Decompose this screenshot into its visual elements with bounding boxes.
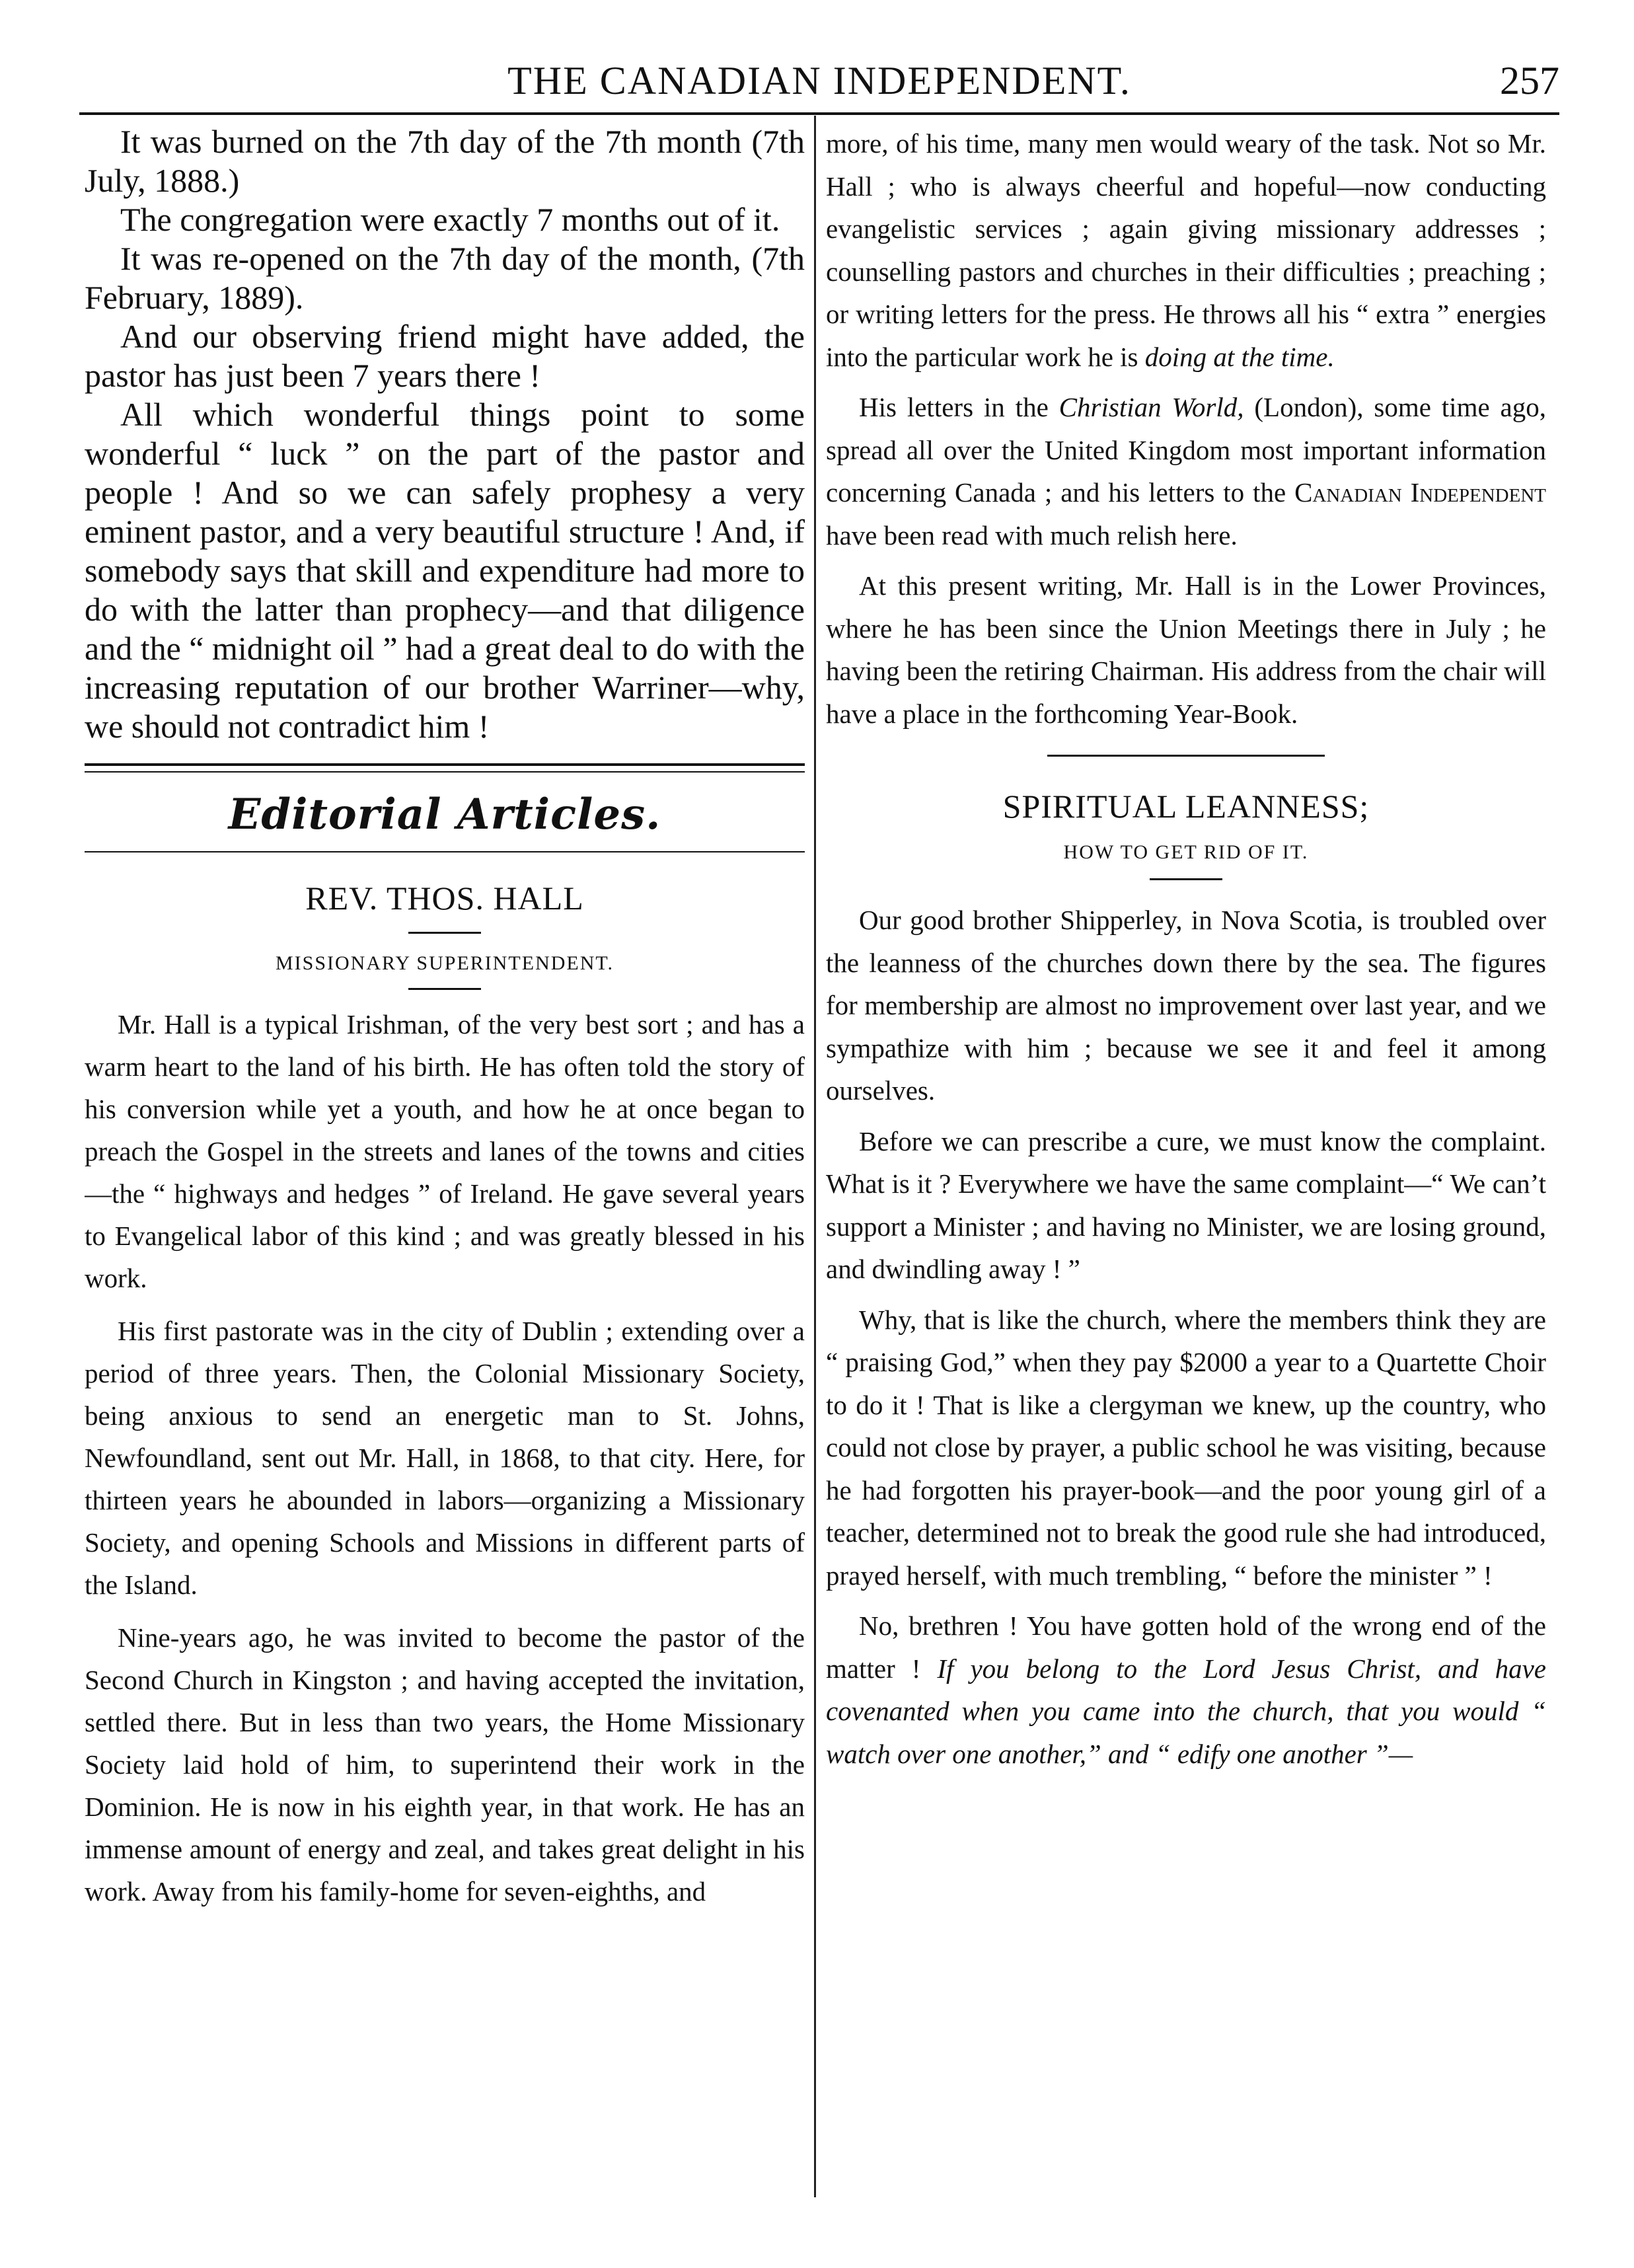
journal-title: THE CANADIAN INDEPENDENT. — [507, 59, 1131, 102]
present-paragraph: At this present writing, Mr. Hall is in the Lower Provinces, where he has been since the Union Meetings there in July ; he having been the retiring Chairman. His address from the chair will have a place in the forthcoming Year-Book. — [826, 570, 1546, 729]
right-column — [826, 122, 1546, 2211]
column-divider — [814, 116, 816, 2197]
continuation-text: more, of his time, many men would weary of the task. Not so Mr. Hall ; who is always cheerful and hopeful—now conducting evangelistic services ; again giving missionary addresses ; counselling pastors and churches in their difficulties ; preaching ; or writing letters for the press. He throws all his “ extra ” energies into the particular work he is — [826, 128, 1546, 372]
article2-paragraph: Why, that is like the church, where the members think they are “ praising God,” when they pay $2000 a year to a Quartette Choir to do it ! That is like a clergyman we knew, up the country, who could not close by prayer, a public school he was visiting, because he had forgotten his prayer-book—and the poor young girl of a teacher, determined not to break the good rule she had introduced, prayed herself, with much trembling, “ before the minister ” ! — [826, 1304, 1546, 1591]
article2-paragraph — [826, 1605, 1546, 1775]
header-rule — [79, 112, 1559, 115]
title-rule — [408, 932, 481, 934]
section-rule — [85, 851, 805, 852]
intro-paragraph: All which wonderful things point to some wonderful “ luck ” on the part of the pastor and people ! And so we can safely prophesy a very eminent pastor, and a very beautiful structure ! And, if somebody says that skill and expenditure had more to do with the latter than prophecy—and that diligence and the “ midnight oil ” had a great deal to do with the increasing reputation of our brother Warriner—why, we should not contradict him ! — [85, 396, 805, 745]
section-heading: Editorial Articles. — [228, 790, 661, 839]
letters-text: (London), some time ago, spread all over the United Kingdom most important information concerning Canada ; and his letters to the — [826, 392, 1546, 508]
running-header — [79, 58, 1559, 111]
intro-paragraph: It was burned on the 7th day of the 7th month (7th July, 1888.) — [85, 123, 805, 199]
intro-paragraph: And our observing friend might have added, the pastor has just been 7 years there ! — [85, 318, 805, 394]
intro-block — [85, 122, 805, 746]
letters-text: have been read with much relish here. — [826, 519, 1238, 550]
section-double-rule — [85, 763, 805, 773]
continuation-emphasis: doing at the time. — [1144, 341, 1335, 372]
letters-text: His letters in the — [859, 392, 1059, 422]
letters-paragraph — [826, 386, 1546, 556]
article-paragraph: Nine-years ago, he was invited to become the pastor of the Second Church in Kingston ; and having accepted the invitation, settled there. But in less than two years, the Home Missionary Society laid hold of him, to superintend their work in the Dominion. He is now in his eighth year, in that work. He has an immense amount of energy and zeal, and takes great delight in his work. Away from his family-home for seven-eighths, and — [85, 1622, 805, 1907]
subtitle-rule — [408, 988, 481, 990]
subtitle-rule — [1150, 878, 1222, 880]
article2-title: SPIRITUAL LEANNESS; — [1002, 788, 1370, 825]
intro-paragraph: It was re-opened on the 7th day of the month, (7th February, 1889). — [85, 240, 805, 316]
newspaper-name: Christian World, — [1058, 392, 1244, 422]
article2-paragraph: Our good brother Shipperley, in Nova Scotia, is troubled over the leanness of the churches down there by the sea. The figures for membership are almost no improvement over last year, and we sympathize with him ; because we see it and feel it among ourselves. — [826, 905, 1546, 1106]
article-paragraph: His first pastorate was in the city of Dublin ; extending over a period of three years. Then, the Colonial Missionary Society, being anxious to send an energetic man to St. Johns, Newfoundland, sent out Mr. Hall, in 1868, to that city. Here, for thirteen years he abounded in labors—organizing a Missionary Society, and opening Schools and Missions in different parts of the Island. — [85, 1316, 805, 1600]
article-paragraph: Mr. Hall is a typical Irishman, of the very best sort ; and has a warm heart to the land of his birth. He has often told the story of his conversion while yet a youth, and how he at once began to preach the Gospel in the streets and lanes of the towns and cities—the “ highways and hedges ” of Ireland. He gave several years to Evangelical labor of this kind ; and was greatly blessed in his work. — [85, 1009, 805, 1293]
final-text: No, brethren ! You have gotten hold of the wrong end of the matter ! — [826, 1610, 1546, 1684]
article2-subtitle: HOW TO GET RID OF IT. — [1063, 841, 1309, 863]
page-number: 257 — [1500, 59, 1559, 102]
intro-paragraph: The congregation were exactly 7 months out of it. — [120, 201, 780, 238]
article2-paragraph: Before we can prescribe a cure, we must know the complaint. What is it ? Everywhere we have the same complaint—“ We can’t support a Minister ; and having no Minister, we are losing ground, and dwindling away ! ” — [826, 1125, 1546, 1284]
journal-name: Canadian Independent — [1294, 477, 1546, 508]
article2-body — [826, 899, 1546, 1775]
article-separator — [1047, 755, 1325, 757]
article-body — [85, 1003, 805, 1912]
left-column — [85, 122, 805, 2211]
final-emphasis: If you belong to the Lord Jesus Christ, and have covenanted when you came into the church, that you would “ watch over one another,” and “ edify one another ”— — [826, 1653, 1546, 1769]
continuation-paragraph — [826, 122, 1546, 378]
continuation-block — [826, 122, 1546, 735]
article-title: REV. THOS. HALL — [305, 880, 584, 917]
article-subtitle: MISSIONARY SUPERINTENDENT. — [275, 952, 614, 974]
